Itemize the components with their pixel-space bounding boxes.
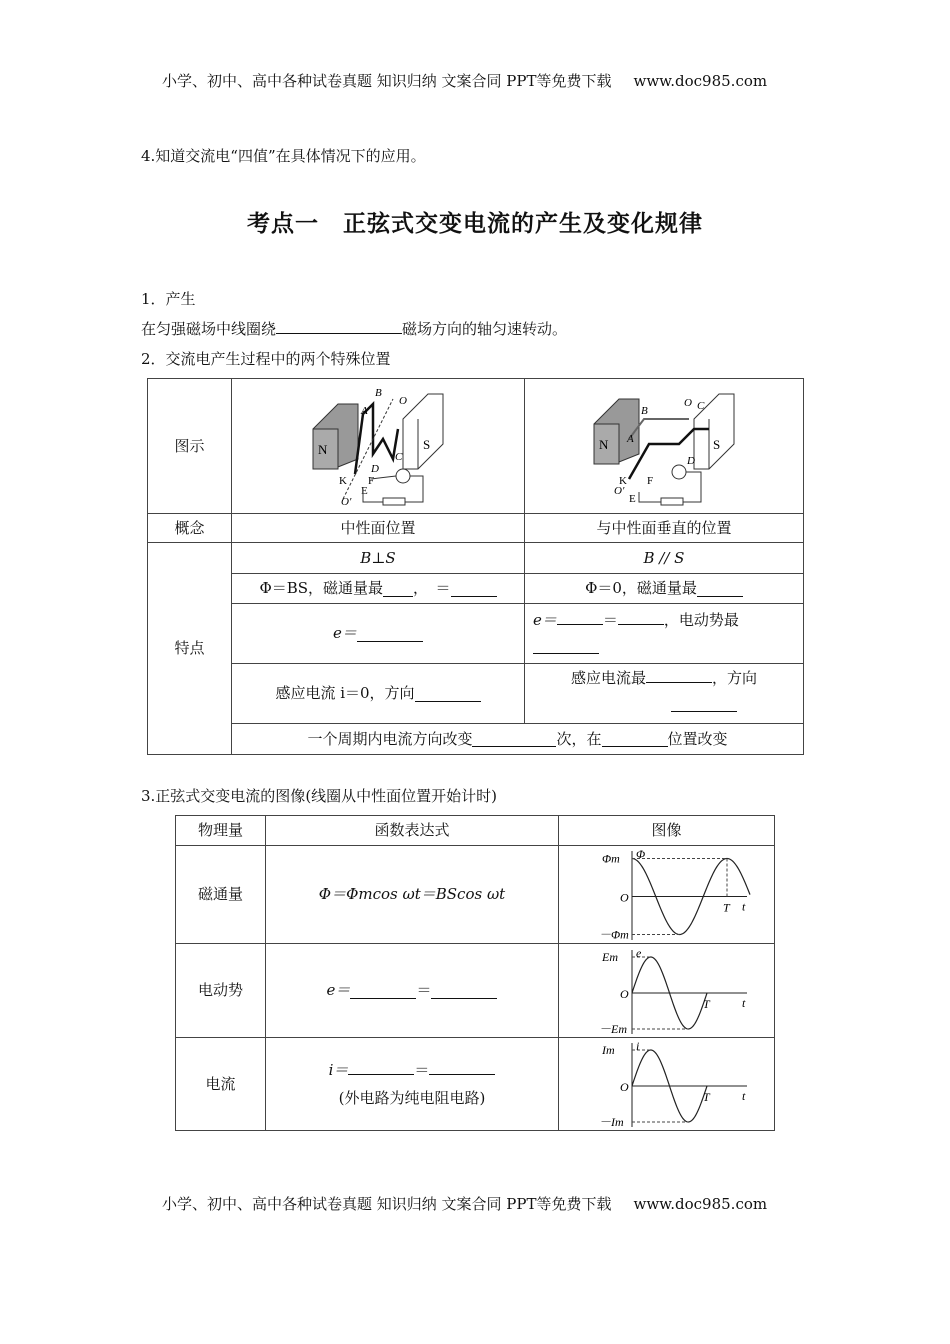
graph-flux (558, 845, 775, 944)
text: ，方向 (712, 669, 758, 687)
flux-perpendicular (524, 573, 804, 604)
col-header-graph: 图像 (558, 815, 775, 846)
header-text: 小学、初中、高中各种试卷真题 知识归纳 文案合同 PPT等免费下载 (162, 72, 612, 90)
blank (383, 581, 413, 597)
blank (451, 581, 497, 597)
text: Φ＝BS，磁通量最 (259, 579, 384, 598)
text: ＝ (414, 1060, 430, 1079)
blank (348, 1059, 414, 1075)
axis-label: e (635, 945, 641, 960)
expr-current (265, 1037, 559, 1131)
blank (472, 731, 556, 747)
axis-label: Φ (635, 847, 645, 861)
text: ， ＝ (413, 579, 451, 598)
svg-text:B: B (375, 386, 382, 399)
s1-line (141, 318, 567, 339)
text: 感应电流 i＝0，方向 (275, 684, 415, 703)
s1-heading: 1．产生 (141, 290, 196, 308)
origin-label: O (619, 1080, 629, 1094)
intro-item: 4.知道交流电“四值”在具体情况下的应用。 (141, 147, 426, 165)
svg-text:S: S (423, 436, 431, 452)
current-graph (582, 1039, 752, 1129)
s3-heading: 3.正弦式交变电流的图像(线圈从中性面位置开始计时) (141, 787, 498, 805)
svg-text:E: E (361, 484, 368, 497)
axis-label: i (635, 1039, 639, 1053)
svg-text:B: B (641, 404, 648, 417)
svg-text:O′: O′ (341, 495, 352, 508)
row-label-concept: 概念 (147, 513, 232, 543)
generator-diagram-perpendicular (589, 384, 739, 509)
period-label: T (702, 1090, 710, 1104)
expr-flux: Φ＝Φmcos ωt＝BScos ωt (265, 845, 559, 944)
svg-text:E: E (629, 492, 636, 505)
blank (357, 626, 423, 642)
blank (557, 609, 603, 625)
svg-text:N: N (599, 436, 609, 452)
blank (646, 667, 712, 683)
text: e＝ (533, 611, 557, 629)
blank (618, 609, 664, 625)
max-label: Φm (601, 851, 620, 866)
min-label: －Φm (598, 927, 629, 942)
t-label: t (741, 995, 745, 1010)
col-header-expression: 函数表达式 (265, 815, 559, 846)
svg-text:A: A (627, 432, 634, 445)
svg-text:F: F (647, 474, 654, 487)
emf-perpendicular (524, 603, 804, 664)
text: 次，在 (556, 729, 602, 748)
svg-text:D: D (371, 462, 379, 475)
text: 感应电流最 (570, 669, 646, 687)
blank (350, 983, 416, 999)
min-label: －Em (598, 1021, 627, 1036)
period-label: T (702, 996, 710, 1011)
generator-diagram-neutral (303, 384, 453, 509)
t-label: t (741, 899, 745, 914)
svg-text:F: F (368, 474, 375, 487)
text: Φ＝0，磁通量最 (585, 579, 697, 598)
row-label-feature: 特点 (147, 542, 232, 755)
blank (671, 696, 737, 712)
max-label: Im (601, 1043, 615, 1057)
concept-perpendicular: 与中性面垂直的位置 (524, 513, 804, 543)
relation-perpendicular: B // S (524, 542, 804, 574)
svg-text:S: S (713, 436, 721, 452)
period-label: T (722, 900, 730, 915)
svg-text:O: O (399, 394, 407, 407)
text: e＝ (326, 981, 351, 1000)
quantity-current: 电流 (175, 1037, 266, 1131)
concept-neutral: 中性面位置 (231, 513, 525, 543)
svg-text:D: D (687, 454, 695, 467)
page-header (162, 70, 767, 91)
svg-text:O′: O′ (614, 484, 625, 497)
svg-text:K: K (619, 474, 627, 487)
text: 位置改变 (667, 729, 728, 748)
period-change (231, 723, 804, 755)
text: 磁场方向的轴匀速转动。 (402, 320, 568, 338)
blank (431, 983, 497, 999)
relation-neutral: B⊥S (231, 542, 525, 574)
diagram-perpendicular (524, 378, 804, 514)
quantity-emf: 电动势 (175, 943, 266, 1038)
text: i＝ (328, 1060, 349, 1079)
footer-url: www.doc985.com (633, 1195, 768, 1213)
current-perpendicular (524, 663, 804, 724)
blank (697, 581, 743, 597)
svg-text:A: A (361, 404, 368, 417)
text: 在匀强磁场中线圈绕 (141, 320, 277, 338)
svg-text:C: C (395, 450, 403, 463)
svg-text:N: N (318, 441, 328, 457)
footer-text: 小学、初中、高中各种试卷真题 知识归纳 文案合同 PPT等免费下载 (162, 1195, 612, 1213)
svg-text:C: C (697, 399, 705, 412)
row-label-diagram: 图示 (147, 378, 232, 514)
flux-neutral (231, 573, 525, 604)
blank (602, 731, 668, 747)
max-label: Em (601, 949, 618, 964)
current-neutral (231, 663, 525, 724)
header-url: www.doc985.com (633, 72, 768, 90)
blank (429, 1059, 495, 1075)
origin-label: O (619, 986, 629, 1001)
quantity-flux: 磁通量 (175, 845, 266, 944)
text: e＝ (333, 624, 357, 643)
col-header-quantity: 物理量 (175, 815, 266, 846)
page-footer (162, 1193, 767, 1214)
svg-text:K: K (339, 474, 347, 487)
text: ＝ (416, 981, 432, 1000)
min-label: －Im (598, 1115, 624, 1129)
graph-emf (558, 943, 775, 1038)
text: ＝ (602, 611, 618, 629)
origin-label: O (619, 890, 629, 905)
flux-graph (582, 847, 752, 942)
t-label: t (741, 1089, 745, 1103)
blank (533, 638, 599, 654)
graph-current (558, 1037, 775, 1131)
blank (276, 318, 402, 334)
s2-heading: 2．交流电产生过程中的两个特殊位置 (141, 350, 391, 368)
text: 一个周期内电流方向改变 (307, 729, 473, 748)
emf-neutral (231, 603, 525, 664)
diagram-neutral (231, 378, 525, 514)
expr-emf (265, 943, 559, 1038)
section-title: 考点一 正弦式交变电流的产生及变化规律 (247, 210, 703, 237)
svg-text:O: O (684, 396, 692, 409)
blank (415, 686, 481, 702)
text: ，电动势最 (663, 611, 739, 629)
note: (外电路为纯电阻电路) (338, 1089, 486, 1107)
emf-graph (582, 946, 752, 1036)
